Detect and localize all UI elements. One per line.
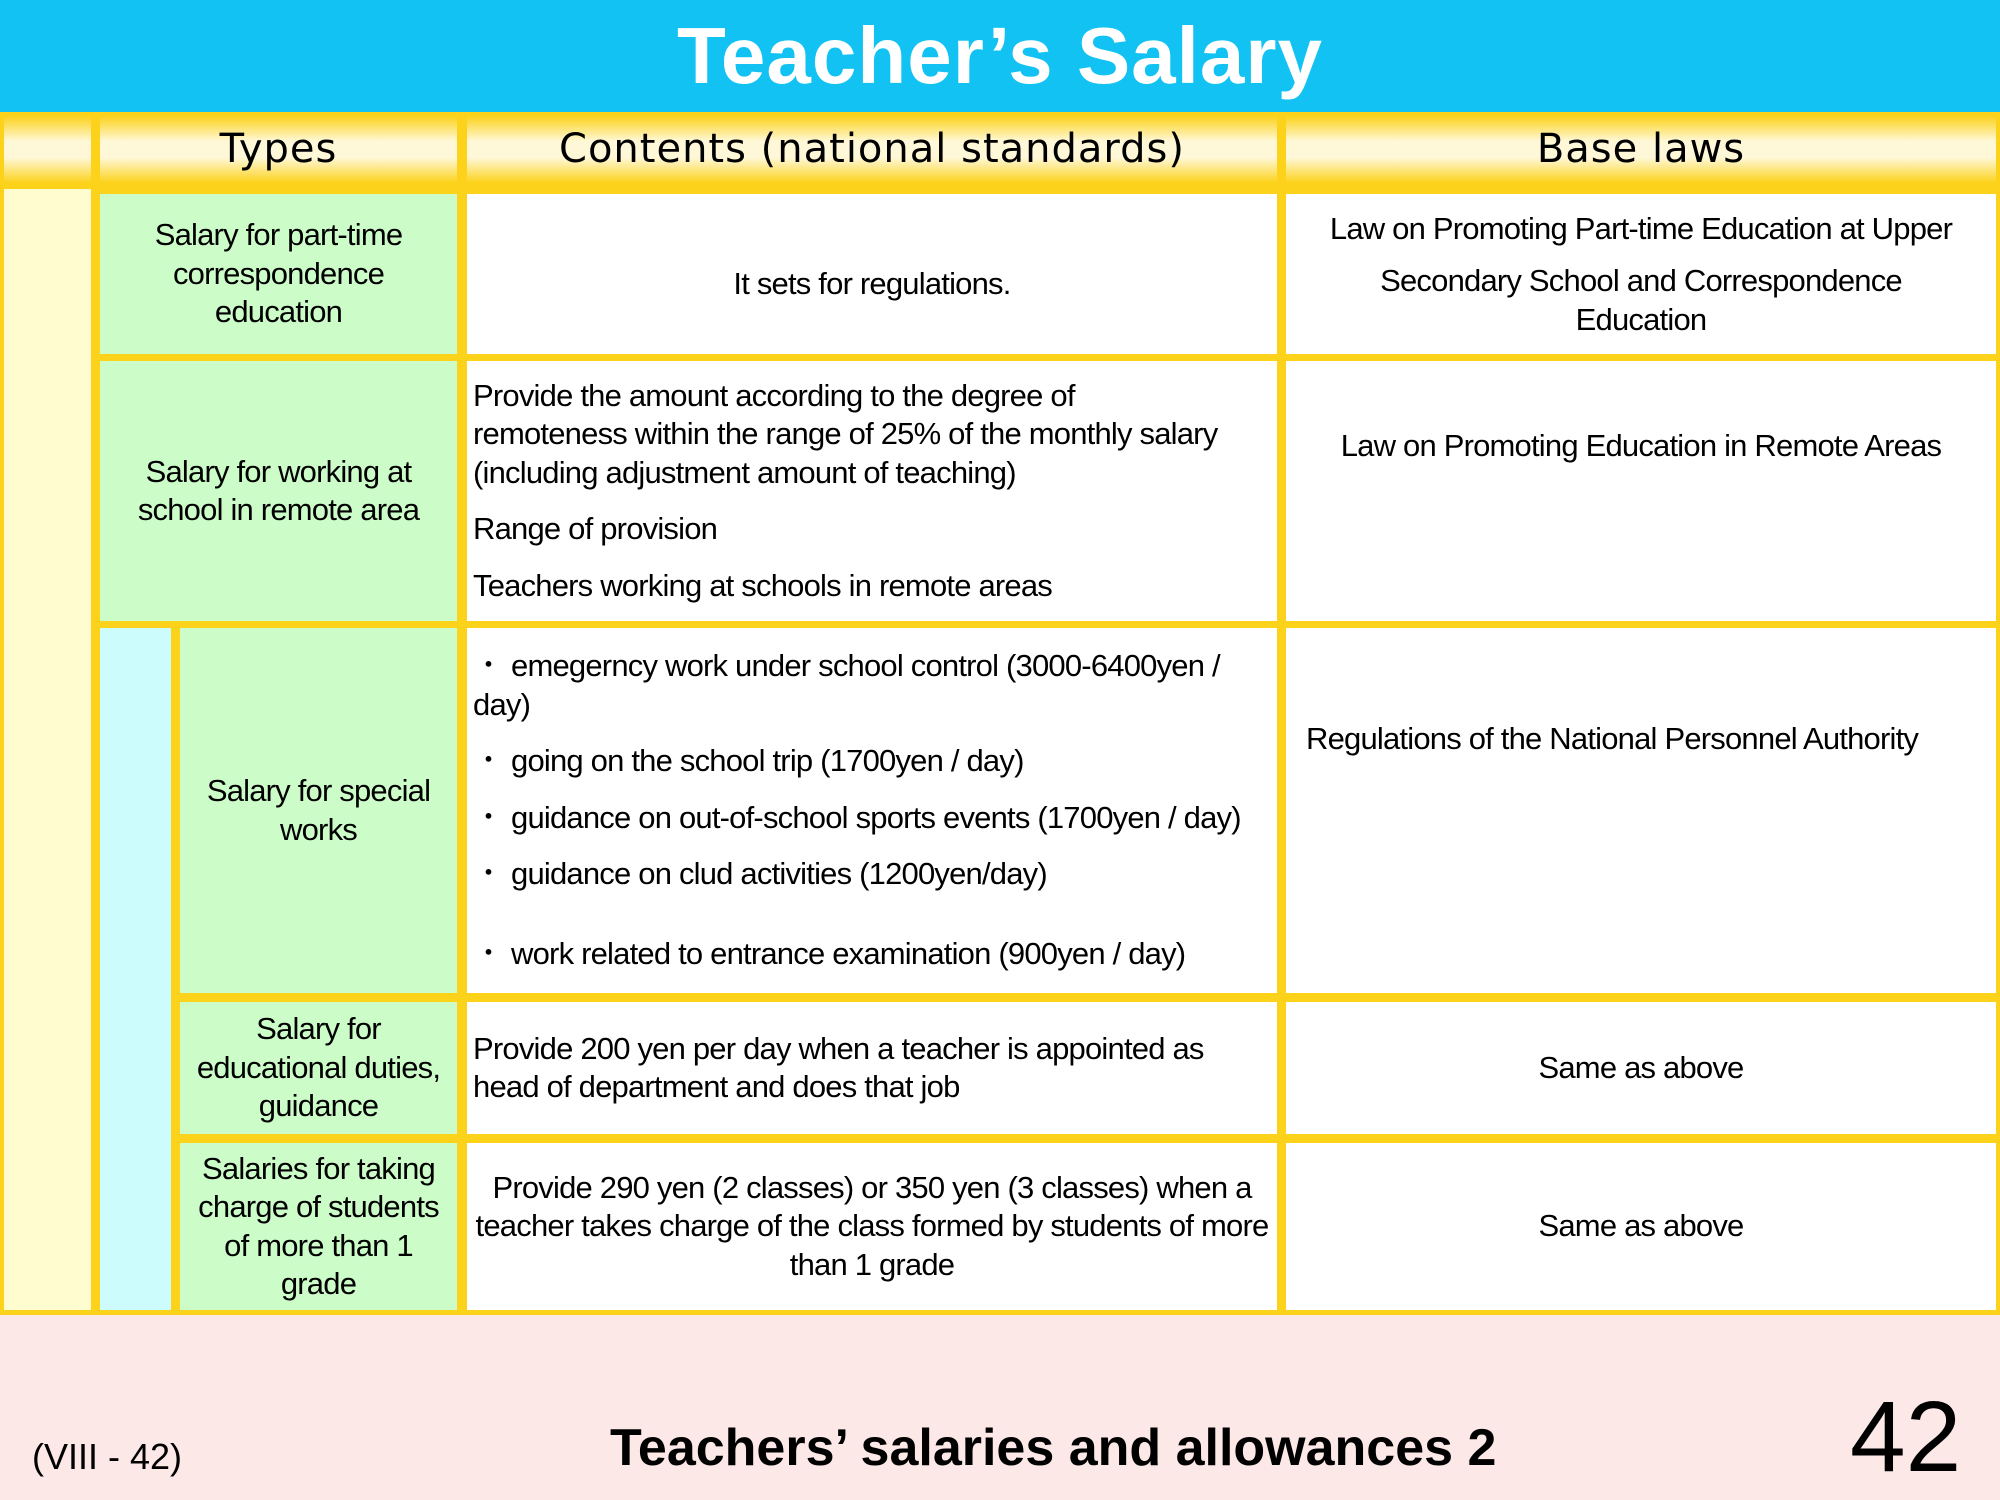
header-types: Types: [100, 116, 457, 183]
contents-remote-range-label: Range of provision: [473, 511, 718, 547]
page-number: 42: [1850, 1381, 1962, 1493]
contents-duties-text: Provide 200 yen per day when a teacher is appointed as head of department and does that job: [473, 1030, 1204, 1104]
contents-remote-area: [467, 361, 1277, 621]
type-educational-duties: Salary for educational duties, guidance: [180, 1002, 457, 1134]
title-bar: [0, 0, 2000, 112]
contents-educational-duties: [467, 1002, 1277, 1134]
special-item-emergency: ・ emegerncy work under school control (3000-6400yen / day): [473, 648, 1220, 722]
type-special-works: Salary for special works: [180, 628, 457, 993]
contents-multi-grade-text: Provide 290 yen (2 classes) or 350 yen (3 classes) when a teacher takes charge of the class formed by students of more than 1 grade: [475, 1169, 1269, 1282]
contents-remote-amount: Provide the amount according to the degree of remoteness within the range of 25% of the monthly salary (including adjustment amount of teaching): [473, 377, 1218, 490]
header-corner: [4, 116, 91, 183]
law-part-time-line2: Secondary School and Correspondence Education: [1380, 263, 1902, 337]
law-special-text: Regulations of the National Personnel Authority: [1306, 721, 1919, 756]
header-laws: Base laws: [1286, 116, 1996, 183]
law-part-time-line1: Law on Promoting Part-time Education at Upper: [1329, 211, 1953, 246]
special-allowance-band: [100, 628, 171, 1310]
type-multi-grade: Salaries for taking charge of students of more than 1 grade: [180, 1143, 457, 1310]
law-duties-text: Same as above: [1538, 1049, 1744, 1085]
type-part-time-correspondence: Salary for part-time correspondence education: [100, 194, 457, 354]
law-part-time: [1286, 194, 1996, 354]
special-item-club: ・ guidance on clud activities (1200yen/day): [473, 855, 1047, 891]
law-special-works: [1286, 628, 1996, 993]
contents-part-time: [467, 194, 1277, 354]
contents-special-works: [467, 628, 1277, 993]
slide-subtitle: Teachers’ salaries and allowances 2: [610, 1419, 1497, 1477]
special-item-school-trip: ・ going on the school trip (1700yen / day): [473, 743, 1024, 779]
law-remote-text: Law on Promoting Education in Remote Areas: [1340, 428, 1942, 463]
special-item-entrance-exam: ・ work related to entrance examination (900yen / day): [473, 936, 1186, 972]
slide-code: (VIII - 42): [32, 1436, 183, 1477]
contents-remote-range: Teachers working at schools in remote areas: [473, 567, 1053, 603]
law-remote-area: [1286, 361, 1996, 621]
side-band: [4, 189, 91, 1310]
type-remote-area: Salary for working at school in remote area: [100, 361, 457, 621]
contents-part-time-text: It sets for regulations.: [733, 265, 1011, 301]
law-multi-grade-text: Same as above: [1538, 1208, 1744, 1244]
law-educational-duties: [1286, 1002, 1996, 1134]
law-multi-grade: [1286, 1143, 1996, 1310]
special-item-sports: ・ guidance on out-of-school sports events (1700yen / day): [473, 799, 1241, 835]
header-contents: Contents (national standards): [467, 116, 1277, 183]
page-title: Teacher’s Salary: [676, 11, 1324, 100]
salary-table: [0, 112, 2000, 1315]
contents-multi-grade: [467, 1143, 1277, 1310]
